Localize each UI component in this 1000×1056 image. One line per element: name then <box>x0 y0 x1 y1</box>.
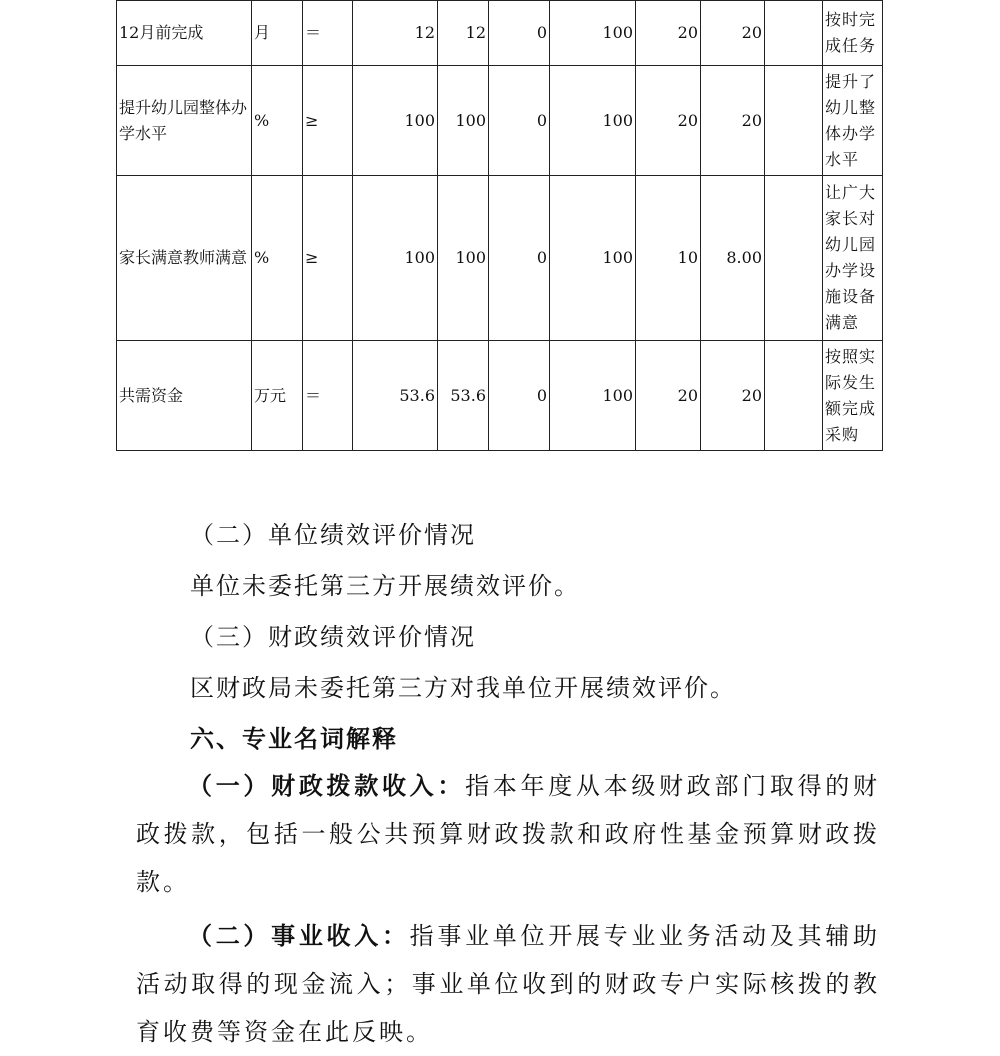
fiscal-eval-text: 区财政局未委托第三方对我单位开展绩效评价。 <box>190 674 736 702</box>
remark-cell: 提升了幼儿整体办学水平 <box>823 66 883 176</box>
fiscal-eval-heading: （三）财政绩效评价情况 <box>190 623 476 651</box>
operator-cell: ＝ <box>303 1 353 66</box>
operator-cell: ≥ <box>303 176 353 341</box>
score-cell: 20 <box>701 66 765 176</box>
score-cell: 20 <box>701 341 765 451</box>
deviation-cell: 0 <box>489 1 550 66</box>
deviation-cell: 0 <box>489 66 550 176</box>
target-cell: 53.6 <box>353 341 438 451</box>
rate-cell: 100 <box>550 341 636 451</box>
indicator-cell: 共需资金 <box>117 341 252 451</box>
rate-cell: 100 <box>550 66 636 176</box>
table-row <box>117 1 883 66</box>
term-definition: 指事业单位开展专业业务活动及其辅助活动取得的现金流入；事业单位收到的财政专户实际核拨的教育收费等资金在此反映。 <box>136 922 881 1046</box>
weight-cell: 20 <box>636 1 701 66</box>
table-row <box>117 176 883 341</box>
unit-cell: 万元 <box>252 341 303 451</box>
weight-cell: 10 <box>636 176 701 341</box>
target-cell: 100 <box>353 66 438 176</box>
unit-cell: % <box>252 176 303 341</box>
unit-cell: % <box>252 66 303 176</box>
actual-cell: 53.6 <box>438 341 489 451</box>
blank-cell <box>765 341 823 451</box>
performance-table <box>116 0 883 451</box>
rate-cell: 100 <box>550 176 636 341</box>
blank-cell <box>765 1 823 66</box>
remark-cell: 按时完成任务 <box>823 1 883 66</box>
deviation-cell: 0 <box>489 341 550 451</box>
term-fiscal-appropriation <box>136 762 880 906</box>
actual-cell: 100 <box>438 176 489 341</box>
indicator-cell: 12月前完成 <box>117 1 252 66</box>
indicator-cell: 提升幼儿园整体办学水平 <box>117 66 252 176</box>
unit-cell: 月 <box>252 1 303 66</box>
weight-cell: 20 <box>636 341 701 451</box>
term-label: （一）财政拨款收入： <box>188 771 466 800</box>
blank-cell <box>765 66 823 176</box>
operator-cell: ＝ <box>303 341 353 451</box>
table-row <box>117 341 883 451</box>
target-cell: 12 <box>353 1 438 66</box>
indicator-cell: 家长满意教师满意 <box>117 176 252 341</box>
table-row <box>117 66 883 176</box>
term-label: （二）事业收入： <box>188 921 410 950</box>
blank-cell <box>765 176 823 341</box>
score-cell: 20 <box>701 1 765 66</box>
actual-cell: 12 <box>438 1 489 66</box>
operator-cell: ≥ <box>303 66 353 176</box>
rate-cell: 100 <box>550 1 636 66</box>
actual-cell: 100 <box>438 66 489 176</box>
glossary-heading: 六、专业名词解释 <box>190 724 398 753</box>
unit-eval-text: 单位未委托第三方开展绩效评价。 <box>190 572 580 600</box>
remark-cell: 按照实际发生额完成采购 <box>823 341 883 451</box>
weight-cell: 20 <box>636 66 701 176</box>
remark-cell: 让广大家长对幼儿园办学设施设备满意 <box>823 176 883 341</box>
term-definition: 指本年度从本级财政部门取得的财政拨款，包括一般公共预算财政拨款和政府性基金预算财政拨款。 <box>136 772 881 896</box>
term-business-income <box>136 912 880 1056</box>
score-cell: 8.00 <box>701 176 765 341</box>
target-cell: 100 <box>353 176 438 341</box>
unit-eval-heading: （二）单位绩效评价情况 <box>190 521 476 549</box>
deviation-cell: 0 <box>489 176 550 341</box>
